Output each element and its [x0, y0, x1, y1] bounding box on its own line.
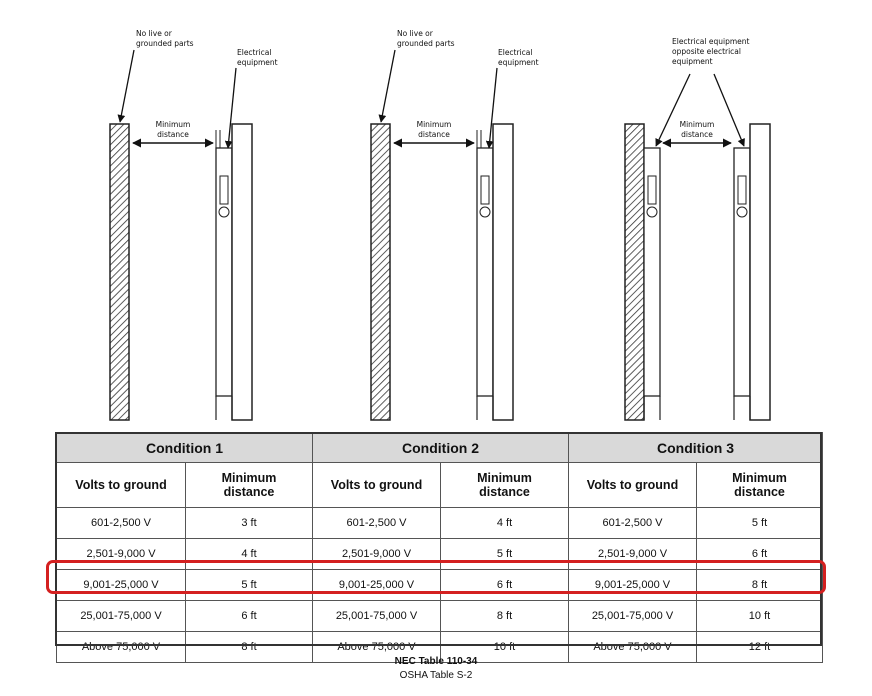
- distance-label-line1: Minimum: [416, 120, 452, 129]
- clearance-table: [56, 432, 823, 663]
- nec-table-caption: NEC Table 110-34: [394, 656, 478, 667]
- electrical-equipment: [216, 124, 252, 420]
- distance-cell: 5 ft: [186, 570, 313, 601]
- volts-cell: Above 75,000 V: [569, 632, 697, 663]
- volts-cell: 9,001-25,000 V: [569, 570, 697, 601]
- grounded-wall: [110, 124, 129, 420]
- distance-cell: 6 ft: [186, 601, 313, 632]
- grounded-label-line1: No live or: [136, 29, 172, 38]
- distance-cell: 8 ft: [441, 601, 569, 632]
- distance-cell: 12 ft: [697, 632, 823, 663]
- distance-cell: 4 ft: [186, 539, 313, 570]
- distance-header: Minimum distance: [441, 463, 569, 508]
- equipment-label-line3: equipment: [672, 57, 713, 66]
- distance-label-line1: Minimum: [679, 120, 715, 129]
- distance-cell: 3 ft: [186, 508, 313, 539]
- volts-cell: Above 75,000 V: [313, 632, 441, 663]
- distance-cell: 10 ft: [441, 632, 569, 663]
- osha-table-caption: OSHA Table S-2: [399, 670, 473, 681]
- grounded-label-line1: No live or: [397, 29, 433, 38]
- near-electrical-equipment: [644, 148, 660, 420]
- diagram-condition-3: [625, 37, 770, 420]
- volts-header: Volts to ground: [313, 463, 441, 508]
- condition-2-header: Condition 2: [313, 433, 569, 463]
- equipment-label-line2: opposite electrical: [672, 47, 741, 56]
- diagram-condition-1: [110, 29, 278, 420]
- equipment-label-line2: equipment: [498, 58, 539, 67]
- volts-cell: 25,001-75,000 V: [569, 601, 697, 632]
- far-electrical-equipment: [734, 124, 770, 420]
- grounded-label-arrow: [381, 50, 395, 122]
- distance-cell: 6 ft: [441, 570, 569, 601]
- highlight-box: [46, 560, 826, 594]
- volts-cell: 601-2,500 V: [313, 508, 441, 539]
- volts-cell: 601-2,500 V: [57, 508, 186, 539]
- distance-label-line1: Minimum: [155, 120, 191, 129]
- table-row: [57, 601, 823, 632]
- condition-header-row: [57, 433, 823, 463]
- distance-cell: 8 ft: [186, 632, 313, 663]
- distance-label-line2: distance: [157, 130, 189, 139]
- equipment-label-line1: Electrical: [498, 48, 533, 57]
- distance-cell: 5 ft: [441, 539, 569, 570]
- volts-cell: 9,001-25,000 V: [313, 570, 441, 601]
- diagram-condition-2: [371, 29, 539, 420]
- equipment-label-line2: equipment: [237, 58, 278, 67]
- grounded-wall: [371, 124, 390, 420]
- table-row: [57, 508, 823, 539]
- equipment-label-line1: Electrical: [237, 48, 272, 57]
- volts-cell: 2,501-9,000 V: [569, 539, 697, 570]
- volts-cell: 2,501-9,000 V: [313, 539, 441, 570]
- column-header-row: [57, 463, 823, 508]
- electrical-equipment: [477, 124, 513, 420]
- grounded-label-line2: grounded parts: [397, 39, 455, 48]
- condition-3-header: Condition 3: [569, 433, 823, 463]
- distance-cell: 10 ft: [697, 601, 823, 632]
- distance-header: Minimum distance: [697, 463, 823, 508]
- distance-cell: 6 ft: [697, 539, 823, 570]
- far-equipment-label-arrow: [714, 74, 744, 146]
- volts-header: Volts to ground: [569, 463, 697, 508]
- grounded-wall: [625, 124, 644, 420]
- distance-header: Minimum distance: [186, 463, 313, 508]
- grounded-label-arrow: [120, 50, 134, 122]
- distance-label-line2: distance: [418, 130, 450, 139]
- volts-header: Volts to ground: [57, 463, 186, 508]
- condition-1-header: Condition 1: [57, 433, 313, 463]
- volts-cell: 2,501-9,000 V: [57, 539, 186, 570]
- distance-cell: 8 ft: [697, 570, 823, 601]
- volts-cell: 25,001-75,000 V: [57, 601, 186, 632]
- distance-label-line2: distance: [681, 130, 713, 139]
- grounded-label-line2: grounded parts: [136, 39, 194, 48]
- volts-cell: 25,001-75,000 V: [313, 601, 441, 632]
- distance-cell: 4 ft: [441, 508, 569, 539]
- equipment-label-line1: Electrical equipment: [672, 37, 750, 46]
- volts-cell: 601-2,500 V: [569, 508, 697, 539]
- distance-cell: 5 ft: [697, 508, 823, 539]
- volts-cell: Above 75,000 V: [57, 632, 186, 663]
- volts-cell: 9,001-25,000 V: [57, 570, 186, 601]
